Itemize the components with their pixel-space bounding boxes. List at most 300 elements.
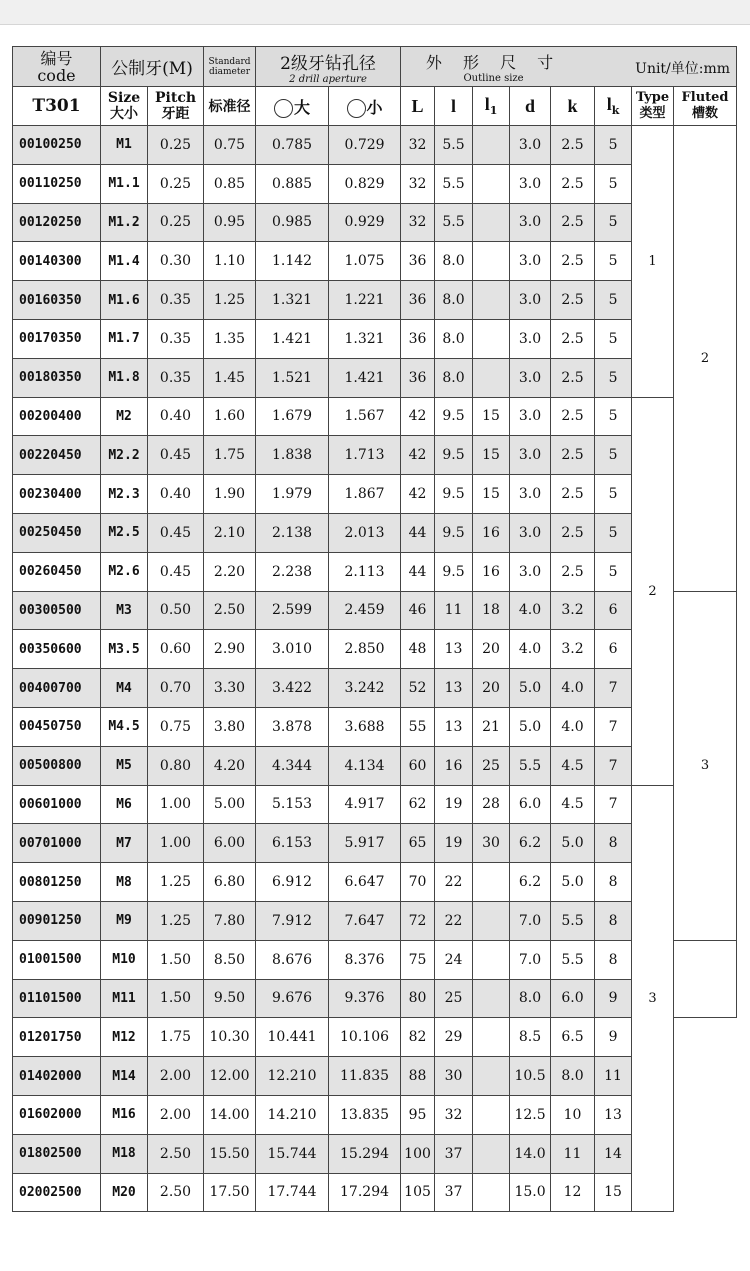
cell-code: 00450750 xyxy=(13,707,101,746)
cell-k: 8.0 xyxy=(551,1057,595,1096)
cell-k: 2.5 xyxy=(551,319,595,358)
cell-k: 10 xyxy=(551,1095,595,1134)
cell-lk: 15 xyxy=(595,1173,632,1212)
header-code-cn: 编号 xyxy=(40,48,73,68)
cell-k: 3.2 xyxy=(551,591,595,630)
cell-lk: 5 xyxy=(595,281,632,320)
cell-l1 xyxy=(473,358,510,397)
cell-size: M14 xyxy=(101,1057,148,1096)
cell-l1: 20 xyxy=(473,630,510,669)
cell-code: 01001500 xyxy=(13,940,101,979)
cell-size: M2.3 xyxy=(101,475,148,514)
cell-pitch: 0.35 xyxy=(148,358,204,397)
cell-l: 52 xyxy=(401,669,435,708)
cell-code: 00300500 xyxy=(13,591,101,630)
cell-pitch: 1.75 xyxy=(148,1018,204,1057)
cell-large: 1.979 xyxy=(256,475,329,514)
cell-l1 xyxy=(473,901,510,940)
header-fluted xyxy=(674,87,737,126)
cell-code: 00260450 xyxy=(13,552,101,591)
cell-std: 0.95 xyxy=(204,203,256,242)
cell-code: 01602000 xyxy=(13,1095,101,1134)
header-d xyxy=(510,87,551,126)
header-code xyxy=(13,47,101,87)
cell-l: 80 xyxy=(401,979,435,1018)
cell-l: 5.5 xyxy=(435,126,473,165)
cell-code: 01402000 xyxy=(13,1057,101,1096)
cell-code: 00120250 xyxy=(13,203,101,242)
header-drill-cn: 2级牙钻孔径 xyxy=(280,53,376,74)
cell-lk: 8 xyxy=(595,901,632,940)
cell-l1 xyxy=(473,1173,510,1212)
header-unit: Unit/单位:mm xyxy=(635,61,731,77)
cell-size: M2.5 xyxy=(101,513,148,552)
cell-code: 00500800 xyxy=(13,746,101,785)
cell-std: 9.50 xyxy=(204,979,256,1018)
cell-l: 11 xyxy=(435,591,473,630)
cell-std: 3.30 xyxy=(204,669,256,708)
cell-l: 8.0 xyxy=(435,358,473,397)
header-pitch xyxy=(148,87,204,126)
cell-l: 22 xyxy=(435,901,473,940)
cell-l1 xyxy=(473,1095,510,1134)
header-small xyxy=(329,87,401,126)
cell-l1 xyxy=(473,203,510,242)
cell-small: 7.647 xyxy=(329,901,401,940)
cell-l: 42 xyxy=(401,436,435,475)
cell-small: 1.867 xyxy=(329,475,401,514)
cell-k: 2.5 xyxy=(551,164,595,203)
cell-small: 8.376 xyxy=(329,940,401,979)
cell-l1 xyxy=(473,1134,510,1173)
cell-l: 13 xyxy=(435,630,473,669)
cell-code: 00170350 xyxy=(13,319,101,358)
cell-small: 3.242 xyxy=(329,669,401,708)
cell-l1 xyxy=(473,863,510,902)
cell-l1: 28 xyxy=(473,785,510,824)
table-row xyxy=(13,746,737,785)
cell-l: 37 xyxy=(435,1173,473,1212)
cell-large: 1.321 xyxy=(256,281,329,320)
cell-d: 6.0 xyxy=(510,785,551,824)
cell-l: 65 xyxy=(401,824,435,863)
cell-d: 3.0 xyxy=(510,397,551,436)
cell-large: 3.422 xyxy=(256,669,329,708)
cell-size: M18 xyxy=(101,1134,148,1173)
cell-small: 6.647 xyxy=(329,863,401,902)
cell-l1: 18 xyxy=(473,591,510,630)
cell-large: 10.441 xyxy=(256,1018,329,1057)
cell-l: 44 xyxy=(401,552,435,591)
cell-large: 14.210 xyxy=(256,1095,329,1134)
table-row xyxy=(13,397,737,436)
cell-l: 36 xyxy=(401,281,435,320)
cell-l: 13 xyxy=(435,707,473,746)
cell-k: 2.5 xyxy=(551,203,595,242)
cell-pitch: 0.80 xyxy=(148,746,204,785)
cell-l1: 21 xyxy=(473,707,510,746)
cell-type-group: 2 xyxy=(632,397,674,785)
cell-d: 3.0 xyxy=(510,436,551,475)
cell-code: 00140300 xyxy=(13,242,101,281)
cell-std: 4.20 xyxy=(204,746,256,785)
cell-small: 0.929 xyxy=(329,203,401,242)
cell-size: M3 xyxy=(101,591,148,630)
table-row xyxy=(13,436,737,475)
header-lk-label: l xyxy=(606,94,612,115)
cell-small: 10.106 xyxy=(329,1018,401,1057)
cell-l: 55 xyxy=(401,707,435,746)
cell-l1 xyxy=(473,940,510,979)
header-drill xyxy=(256,47,401,87)
cell-small: 17.294 xyxy=(329,1173,401,1212)
cell-l: 42 xyxy=(401,397,435,436)
cell-std: 1.35 xyxy=(204,319,256,358)
cell-code: 00180350 xyxy=(13,358,101,397)
cell-std: 12.00 xyxy=(204,1057,256,1096)
cell-small: 15.294 xyxy=(329,1134,401,1173)
header-small-label: 小 xyxy=(366,97,383,117)
cell-l1 xyxy=(473,979,510,1018)
circle-icon xyxy=(274,99,293,118)
cell-d: 5.0 xyxy=(510,707,551,746)
cell-l1 xyxy=(473,164,510,203)
cell-l: 100 xyxy=(401,1134,435,1173)
cell-std: 0.85 xyxy=(204,164,256,203)
table-row xyxy=(13,824,737,863)
cell-lk: 5 xyxy=(595,358,632,397)
table-row xyxy=(13,940,737,979)
cell-d: 3.0 xyxy=(510,164,551,203)
cell-l: 60 xyxy=(401,746,435,785)
cell-l: 46 xyxy=(401,591,435,630)
cell-small: 13.835 xyxy=(329,1095,401,1134)
cell-large: 6.912 xyxy=(256,863,329,902)
cell-l: 72 xyxy=(401,901,435,940)
cell-large: 0.885 xyxy=(256,164,329,203)
table-row xyxy=(13,630,737,669)
table-row xyxy=(13,552,737,591)
cell-l: 16 xyxy=(435,746,473,785)
table-row xyxy=(13,203,737,242)
cell-size: M2.2 xyxy=(101,436,148,475)
cell-l: 30 xyxy=(435,1057,473,1096)
cell-d: 12.5 xyxy=(510,1095,551,1134)
cell-k: 2.5 xyxy=(551,397,595,436)
cell-l: 9.5 xyxy=(435,513,473,552)
cell-small: 4.917 xyxy=(329,785,401,824)
table-row xyxy=(13,707,737,746)
cell-small: 1.321 xyxy=(329,319,401,358)
cell-large: 1.679 xyxy=(256,397,329,436)
cell-lk: 6 xyxy=(595,591,632,630)
cell-lk: 5 xyxy=(595,203,632,242)
header-standard-diameter xyxy=(204,47,256,87)
cell-small: 2.013 xyxy=(329,513,401,552)
header-type xyxy=(632,87,674,126)
cell-lk: 8 xyxy=(595,824,632,863)
cell-d: 5.0 xyxy=(510,669,551,708)
cell-k: 5.5 xyxy=(551,901,595,940)
cell-std: 7.80 xyxy=(204,901,256,940)
cell-pitch: 0.45 xyxy=(148,552,204,591)
cell-l1: 15 xyxy=(473,475,510,514)
cell-type-group: 1 xyxy=(632,126,674,398)
cell-pitch: 0.75 xyxy=(148,707,204,746)
header-l1-label: l xyxy=(484,94,490,115)
cell-lk: 7 xyxy=(595,669,632,708)
cell-pitch: 0.40 xyxy=(148,475,204,514)
cell-l1 xyxy=(473,1057,510,1096)
cell-code: 00110250 xyxy=(13,164,101,203)
cell-d: 8.0 xyxy=(510,979,551,1018)
cell-code: 00200400 xyxy=(13,397,101,436)
header-L xyxy=(401,87,435,126)
cell-d: 3.0 xyxy=(510,319,551,358)
cell-l1: 25 xyxy=(473,746,510,785)
header-k-label: k xyxy=(567,95,578,116)
header-standard-diameter-cn-label: 标准径 xyxy=(208,99,251,115)
cell-d: 5.5 xyxy=(510,746,551,785)
cell-k: 2.5 xyxy=(551,281,595,320)
tap-spec-table xyxy=(12,46,737,1212)
cell-size: M11 xyxy=(101,979,148,1018)
cell-l: 95 xyxy=(401,1095,435,1134)
header-outline-cn: 外 形 尺 寸 xyxy=(425,52,562,72)
cell-code: 00400700 xyxy=(13,669,101,708)
cell-large: 1.421 xyxy=(256,319,329,358)
table-row xyxy=(13,513,737,552)
cell-code: 01101500 xyxy=(13,979,101,1018)
top-band xyxy=(0,0,750,25)
cell-size: M20 xyxy=(101,1173,148,1212)
cell-small: 11.835 xyxy=(329,1057,401,1096)
cell-pitch: 0.45 xyxy=(148,436,204,475)
cell-k: 2.5 xyxy=(551,242,595,281)
cell-size: M1.4 xyxy=(101,242,148,281)
cell-code: 00601000 xyxy=(13,785,101,824)
cell-code: 00100250 xyxy=(13,126,101,165)
cell-pitch: 0.35 xyxy=(148,281,204,320)
cell-std: 1.90 xyxy=(204,475,256,514)
cell-l: 9.5 xyxy=(435,436,473,475)
cell-small: 1.221 xyxy=(329,281,401,320)
header-l-label: l xyxy=(451,95,457,116)
cell-type-group: 3 xyxy=(632,785,674,1212)
cell-lk: 5 xyxy=(595,513,632,552)
cell-k: 2.5 xyxy=(551,436,595,475)
cell-d: 6.2 xyxy=(510,863,551,902)
cell-std: 2.50 xyxy=(204,591,256,630)
cell-d: 3.0 xyxy=(510,203,551,242)
cell-k: 6.0 xyxy=(551,979,595,1018)
cell-large: 2.238 xyxy=(256,552,329,591)
header-size xyxy=(101,87,148,126)
cell-small: 5.917 xyxy=(329,824,401,863)
cell-std: 6.80 xyxy=(204,863,256,902)
cell-d: 3.0 xyxy=(510,281,551,320)
header-large xyxy=(256,87,329,126)
cell-std: 17.50 xyxy=(204,1173,256,1212)
cell-size: M6 xyxy=(101,785,148,824)
cell-pitch: 1.50 xyxy=(148,940,204,979)
cell-lk: 9 xyxy=(595,979,632,1018)
cell-large: 6.153 xyxy=(256,824,329,863)
header-standard-diameter-en: Standard diameter xyxy=(208,56,251,77)
cell-small: 1.075 xyxy=(329,242,401,281)
cell-small: 2.459 xyxy=(329,591,401,630)
cell-l: 8.0 xyxy=(435,242,473,281)
table-row xyxy=(13,1173,737,1212)
cell-large: 1.838 xyxy=(256,436,329,475)
cell-large: 4.344 xyxy=(256,746,329,785)
cell-k: 2.5 xyxy=(551,475,595,514)
cell-fluted-group xyxy=(674,940,737,1018)
cell-d: 3.0 xyxy=(510,513,551,552)
header-k xyxy=(551,87,595,126)
cell-large: 3.878 xyxy=(256,707,329,746)
cell-d: 3.0 xyxy=(510,552,551,591)
cell-lk: 8 xyxy=(595,863,632,902)
cell-l: 88 xyxy=(401,1057,435,1096)
cell-l: 62 xyxy=(401,785,435,824)
cell-l: 82 xyxy=(401,1018,435,1057)
cell-l: 32 xyxy=(435,1095,473,1134)
cell-pitch: 2.00 xyxy=(148,1095,204,1134)
cell-d: 14.0 xyxy=(510,1134,551,1173)
cell-l: 25 xyxy=(435,979,473,1018)
header-fluted-cn: 槽数 xyxy=(692,106,719,121)
table-row xyxy=(13,1018,737,1057)
cell-lk: 5 xyxy=(595,164,632,203)
cell-lk: 7 xyxy=(595,746,632,785)
cell-pitch: 2.50 xyxy=(148,1173,204,1212)
header-large-label: 大 xyxy=(294,97,311,117)
cell-small: 2.850 xyxy=(329,630,401,669)
cell-size: M1.7 xyxy=(101,319,148,358)
cell-lk: 5 xyxy=(595,319,632,358)
cell-lk: 13 xyxy=(595,1095,632,1134)
cell-lk: 5 xyxy=(595,126,632,165)
cell-l: 19 xyxy=(435,824,473,863)
cell-large: 2.599 xyxy=(256,591,329,630)
cell-size: M1.2 xyxy=(101,203,148,242)
cell-small: 9.376 xyxy=(329,979,401,1018)
cell-large: 15.744 xyxy=(256,1134,329,1173)
table-row xyxy=(13,785,737,824)
cell-fluted-group: 3 xyxy=(674,591,737,940)
cell-l: 42 xyxy=(401,475,435,514)
cell-pitch: 0.35 xyxy=(148,319,204,358)
cell-pitch: 0.70 xyxy=(148,669,204,708)
cell-d: 10.5 xyxy=(510,1057,551,1096)
header-lk-sub: k xyxy=(611,104,620,118)
table-row xyxy=(13,358,737,397)
header-outline-en: Outline size xyxy=(463,72,524,84)
cell-size: M1 xyxy=(101,126,148,165)
cell-l: 5.5 xyxy=(435,203,473,242)
table-body xyxy=(13,126,737,1212)
cell-d: 6.2 xyxy=(510,824,551,863)
cell-lk: 5 xyxy=(595,397,632,436)
header-l1-sub: 1 xyxy=(489,104,498,118)
cell-l: 37 xyxy=(435,1134,473,1173)
header-metric-thread-label: 公制牙(M) xyxy=(111,59,193,79)
cell-std: 8.50 xyxy=(204,940,256,979)
cell-size: M1.8 xyxy=(101,358,148,397)
cell-code: 01201750 xyxy=(13,1018,101,1057)
header-pitch-cn: 牙距 xyxy=(161,106,190,122)
cell-l: 9.5 xyxy=(435,552,473,591)
header-pitch-en: Pitch xyxy=(155,90,197,106)
table-row xyxy=(13,1057,737,1096)
cell-pitch: 0.25 xyxy=(148,126,204,165)
cell-pitch: 0.40 xyxy=(148,397,204,436)
cell-l1: 15 xyxy=(473,397,510,436)
cell-k: 5.0 xyxy=(551,863,595,902)
cell-k: 3.2 xyxy=(551,630,595,669)
cell-lk: 5 xyxy=(595,436,632,475)
cell-large: 0.985 xyxy=(256,203,329,242)
cell-lk: 11 xyxy=(595,1057,632,1096)
circle-icon xyxy=(347,99,366,118)
header-drill-en: 2 drill aperture xyxy=(289,73,367,85)
cell-small: 0.829 xyxy=(329,164,401,203)
cell-large: 0.785 xyxy=(256,126,329,165)
cell-lk: 9 xyxy=(595,1018,632,1057)
cell-l: 32 xyxy=(401,126,435,165)
cell-l: 29 xyxy=(435,1018,473,1057)
cell-lk: 8 xyxy=(595,940,632,979)
cell-std: 1.45 xyxy=(204,358,256,397)
cell-d: 7.0 xyxy=(510,901,551,940)
header-size-en: Size xyxy=(107,90,141,106)
header-code-en: code xyxy=(37,65,76,85)
header-outline xyxy=(401,47,737,87)
cell-std: 1.75 xyxy=(204,436,256,475)
cell-size: M5 xyxy=(101,746,148,785)
cell-k: 2.5 xyxy=(551,126,595,165)
table-row xyxy=(13,475,737,514)
cell-l: 36 xyxy=(401,358,435,397)
cell-pitch: 0.25 xyxy=(148,203,204,242)
table-row xyxy=(13,979,737,1018)
cell-code: 00230400 xyxy=(13,475,101,514)
cell-l1 xyxy=(473,126,510,165)
table-row xyxy=(13,1134,737,1173)
cell-size: M1.1 xyxy=(101,164,148,203)
cell-std: 10.30 xyxy=(204,1018,256,1057)
header-l xyxy=(435,87,473,126)
model-label: T301 xyxy=(32,96,81,116)
cell-code: 00220450 xyxy=(13,436,101,475)
cell-pitch: 1.50 xyxy=(148,979,204,1018)
cell-l1 xyxy=(473,319,510,358)
cell-size: M16 xyxy=(101,1095,148,1134)
cell-l: 36 xyxy=(401,319,435,358)
cell-l: 19 xyxy=(435,785,473,824)
table-row xyxy=(13,164,737,203)
cell-k: 2.5 xyxy=(551,552,595,591)
cell-code: 00350600 xyxy=(13,630,101,669)
header-model xyxy=(13,87,101,126)
cell-std: 14.00 xyxy=(204,1095,256,1134)
cell-small: 1.713 xyxy=(329,436,401,475)
cell-code: 00160350 xyxy=(13,281,101,320)
cell-d: 8.5 xyxy=(510,1018,551,1057)
cell-l1 xyxy=(473,242,510,281)
cell-large: 7.912 xyxy=(256,901,329,940)
